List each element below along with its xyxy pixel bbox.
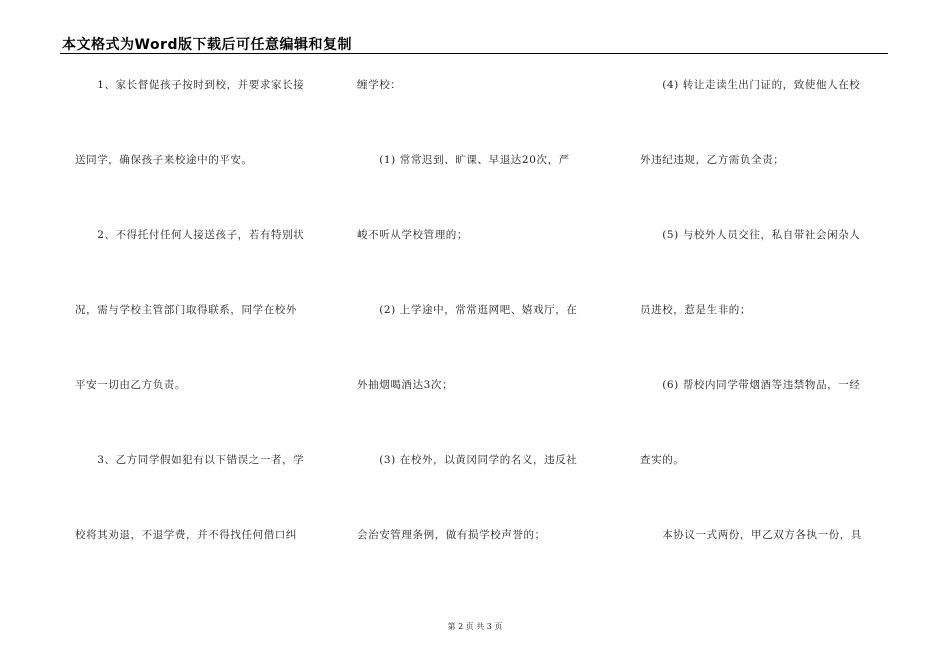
text-line: 外违纪违规，乙方需负全责； [640,154,785,166]
document-header-title: 本文格式为Word版下载后可任意编辑和复制 [62,37,352,53]
text-line: (1) 常常迟到、旷课、早退达20次，严 [357,154,570,166]
text-line: (3) 在校外，以黄冈同学的名义，违反社 [357,454,578,466]
text-line: 外抽烟喝酒达3次； [357,379,454,391]
text-line: 平安一切由乙方负责。 [75,379,186,391]
page-number-footer: 第 2 页 共 3 页 [447,622,503,631]
header-divider [60,53,888,54]
text-line: (2) 上学途中，常常逛网吧、嬉戏厅，在 [357,304,578,316]
text-line: 会治安管理条例，做有损学校声誉的； [357,529,546,541]
text-line: (4) 转让走读生出门证的，致使他人在校 [640,79,861,91]
text-line: 峻不听从学校管理的； [357,229,468,241]
text-line: 本协议一式两份，甲乙双方各执一份，具 [640,529,862,541]
text-line: (5) 与校外人员交往，私自带社会闲杂人 [640,229,861,241]
text-line: 缠学校： [357,79,402,91]
text-line: 1、家长督促孩子按时到校，并要求家长接 [75,79,305,91]
text-line: 送同学，确保孩子来校途中的平安。 [75,154,253,166]
text-line: 况，需与学校主管部门取得联系，同学在校外 [75,304,297,316]
text-line: 校将其劝退，不退学费，并不得找任何借口纠 [75,529,297,541]
text-line: 3、乙方同学假如犯有以下错误之一者，学 [75,454,305,466]
text-line: 查实的。 [640,454,685,466]
text-line: 2、不得托付任何人接送孩子，若有特别状 [75,229,305,241]
text-line: 员进校，惹是生非的； [640,304,751,316]
text-line: (6) 帮校内同学带烟酒等违禁物品，一经 [640,379,861,391]
